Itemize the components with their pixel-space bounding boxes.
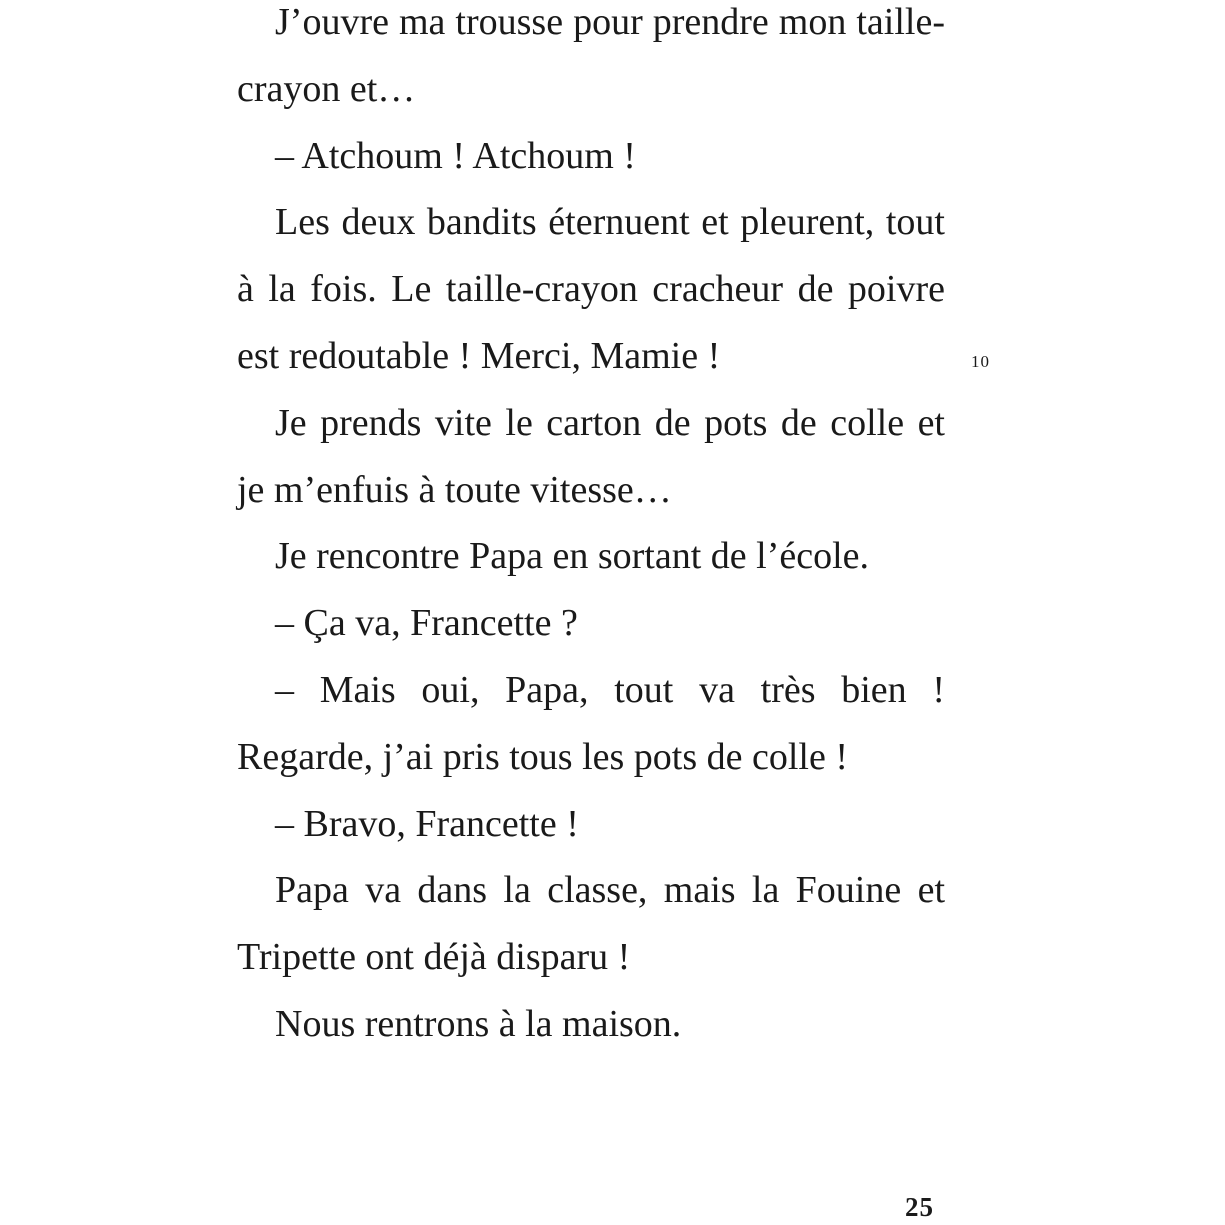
paragraph-3: Les deux bandits éternuent et pleurent, tout à la fois. Le taille-crayon cracheur de poivre est redoutable ! Merci, Mamie ! — [237, 201, 945, 377]
paragraph-7: – Mais oui, Papa, tout va très bien ! Regarde, j’ai pris tous les pots de colle ! — [237, 668, 945, 778]
page-number: 25 — [905, 1192, 934, 1222]
paragraph-9: Papa va dans la classe, mais la Fouine et Tripette ont déjà disparu ! — [237, 869, 945, 979]
paragraph-1: J’ouvre ma trousse pour prendre mon taille-crayon et… — [237, 1, 945, 110]
paragraph-8: – Bravo, Francette ! — [275, 802, 579, 845]
paragraph-6: – Ça va, Francette ? — [275, 602, 578, 645]
paragraph-5: Je rencontre Papa en sortant de l’école. — [275, 535, 870, 578]
line-number-marker: 10 — [971, 352, 990, 371]
paragraph-4: Je prends vite le carton de pots de colle et je m’enfuis à toute vitesse… — [237, 401, 945, 511]
paragraph-10: Nous rentrons à la maison. — [275, 1002, 682, 1045]
paragraph-2: – Atchoum ! Atchoum ! — [275, 134, 636, 177]
body-text — [237, 0, 945, 1058]
